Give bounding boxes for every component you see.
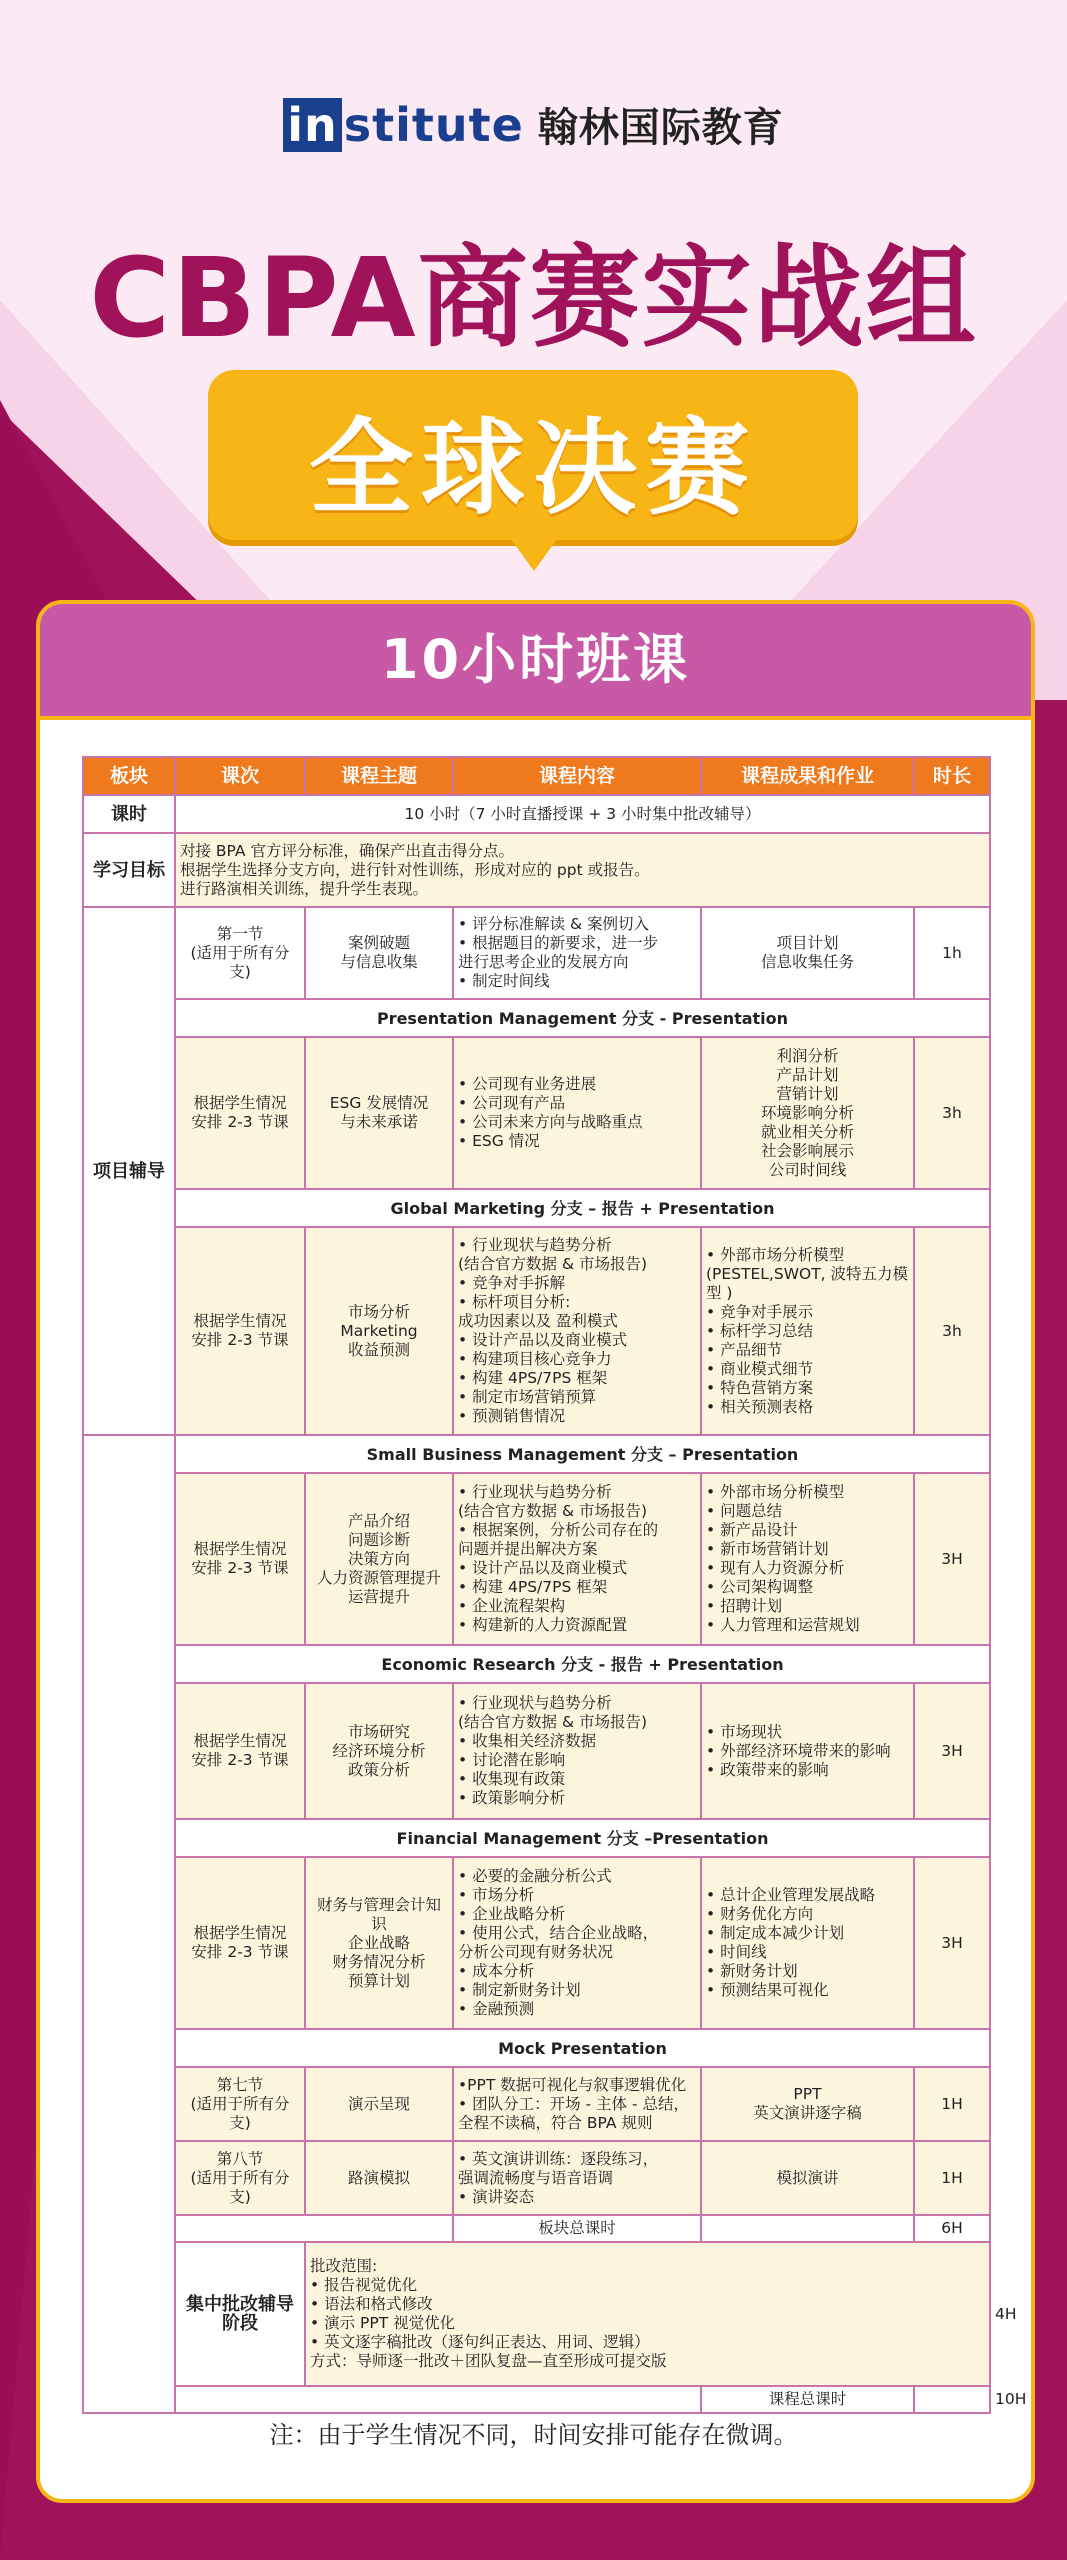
course-card xyxy=(36,600,1035,2503)
outcome-line: • 制定成本减少计划 xyxy=(706,1924,845,1942)
content-line: • 市场分析 xyxy=(458,1886,535,1904)
lesson-line: 根据学生情况 xyxy=(193,1094,287,1112)
outcome-line: • 市场现状 xyxy=(706,1722,783,1741)
card-title: 10小时班课 xyxy=(40,604,1031,720)
duration-cell: 1h xyxy=(914,907,990,999)
outcome-line: 社会影响展示 xyxy=(760,1141,854,1160)
outcome-line: • 新财务计划 xyxy=(706,1962,798,1980)
footnote: 注：由于学生情况不同，时间安排可能存在微调。 xyxy=(269,2421,798,2449)
lesson-line: 安排 2-3 节课 xyxy=(191,1331,289,1349)
lesson-line: 第七节 xyxy=(216,2075,264,2094)
header-cell: 课程主题 xyxy=(305,757,453,795)
block-label-empty xyxy=(83,1435,175,2413)
outcome-line: • 新产品设计 xyxy=(706,1521,798,1539)
topic-line: 人力资源管理提升 xyxy=(316,1568,441,1587)
table-row xyxy=(83,1473,990,1645)
blank-cell xyxy=(914,2386,990,2413)
review-content xyxy=(305,2242,990,2386)
outcome-line: 型 ) xyxy=(706,1283,733,1302)
lesson-line: 安排 2-3 节课 xyxy=(191,1751,289,1769)
content-line: • 行业现状与趋势分析 xyxy=(458,1236,612,1254)
outcome-line: • 问题总结 xyxy=(706,1502,783,1520)
outcome-cell xyxy=(701,1473,914,1645)
outcome-line: 项目计划 xyxy=(776,934,839,952)
table-row xyxy=(83,1037,990,1189)
topic-line: 市场研究 xyxy=(347,1722,410,1741)
outcome-line: • 外部市场分析模型 xyxy=(706,1245,845,1264)
outcome-cell xyxy=(701,907,914,999)
outcome-line: • 相关预测表格 xyxy=(706,1397,814,1416)
outcome-line: • 招聘计划 xyxy=(706,1597,783,1615)
topic-line: 经济环境分析 xyxy=(332,1741,426,1760)
outcome-line: • 人力管理和运营规划 xyxy=(706,1616,860,1634)
topic-line: 财务与管理会计知识 xyxy=(316,1895,441,1933)
lesson-line: (适用于所有分支) xyxy=(190,2094,290,2132)
content-line: • 收集现有政策 xyxy=(458,1770,566,1788)
course-total-row: 课程总课时 10H xyxy=(83,2386,990,2413)
outcome-cell xyxy=(701,1683,914,1819)
outcome-line: • 时间线 xyxy=(706,1943,767,1961)
logo-latin: stitute xyxy=(343,98,524,152)
section-row xyxy=(83,1189,990,1227)
table-row xyxy=(83,2067,990,2141)
content-cell xyxy=(453,1683,701,1819)
content-line: • 设计产品以及商业模式 xyxy=(458,1559,628,1577)
content-line: • 政策影响分析 xyxy=(458,1789,566,1807)
header-cell: 课程成果和作业 xyxy=(701,757,914,795)
outcome-line: • 标杆学习总结 xyxy=(706,1321,814,1340)
lesson-line: 安排 2-3 节课 xyxy=(191,1559,289,1577)
content-line: (结合官方数据 & 市场报告) xyxy=(458,1502,648,1520)
outcome-line: 环境影响分析 xyxy=(760,1103,854,1122)
lesson-line: 第一节 xyxy=(216,924,264,943)
header-cell: 时长 xyxy=(914,757,990,795)
outcome-line: • 商业模式细节 xyxy=(706,1359,814,1378)
topic-line: 产品介绍 xyxy=(347,1511,410,1530)
topic-line: 政策分析 xyxy=(347,1760,410,1779)
goal-line: 对接 BPA 官方评分标准，确保产出直击得分点。 xyxy=(180,841,514,860)
topic-cell xyxy=(305,1683,453,1819)
content-line: • 必要的金融分析公式 xyxy=(458,1867,612,1885)
outcome-line: 信息收集任务 xyxy=(760,953,854,971)
goal-line: 根据学生选择分支方向，进行针对性训练，形成对应的 ppt 或报告。 xyxy=(180,860,650,879)
content-line: (结合官方数据 & 市场报告) xyxy=(458,1713,648,1731)
topic-cell xyxy=(305,1227,453,1435)
lesson-line: (适用于所有分支) xyxy=(190,943,290,981)
lesson-cell xyxy=(175,1683,305,1819)
lesson-cell xyxy=(175,1037,305,1189)
topic-line: 收益预测 xyxy=(347,1340,410,1359)
outcome-cell xyxy=(701,1037,914,1189)
goal-row xyxy=(83,833,990,907)
content-cell xyxy=(453,2067,701,2141)
outcome-line: • 预测结果可视化 xyxy=(706,1981,829,1999)
lesson-cell xyxy=(175,1227,305,1435)
lesson-line: 第八节 xyxy=(216,2149,264,2168)
content-line: • 行业现状与趋势分析 xyxy=(458,1694,612,1712)
topic-line: 市场分析 xyxy=(347,1302,410,1321)
outcome-cell: 模拟演讲 xyxy=(701,2141,914,2215)
review-line: • 报告视觉优化 xyxy=(310,2276,418,2294)
content-line: • 金融预测 xyxy=(458,2000,535,2018)
logo-chinese: 翰林国际教育 xyxy=(537,104,784,151)
content-cell xyxy=(453,1037,701,1189)
header-cell: 板块 xyxy=(83,757,175,795)
outcome-line: 营销计划 xyxy=(776,1084,839,1103)
section-row xyxy=(83,1645,990,1683)
content-cell xyxy=(453,2141,701,2215)
topic-cell xyxy=(305,1857,453,2029)
banner-tail xyxy=(508,535,560,571)
section-title: Presentation Management 分支 - Presentation xyxy=(175,999,990,1037)
outcome-line: • 外部市场分析模型 xyxy=(706,1483,845,1501)
outcome-line: 产品计划 xyxy=(776,1065,839,1084)
content-line: (结合官方数据 & 市场报告) xyxy=(458,1255,648,1273)
table-row xyxy=(83,1227,990,1435)
lesson-line: 安排 2-3 节课 xyxy=(191,1943,289,1961)
topic-cell: 演示呈现 xyxy=(305,2067,453,2141)
topic-cell: 路演模拟 xyxy=(305,2141,453,2215)
content-line: • 制定时间线 xyxy=(458,972,550,990)
goal-label: 学习目标 xyxy=(83,833,175,907)
lesson-cell xyxy=(175,907,305,999)
section-title: Mock Presentation xyxy=(175,2029,990,2067)
content-line: • 公司现有业务进展 xyxy=(458,1075,597,1093)
goal-line: 进行路演相关训练，提升学生表现。 xyxy=(180,879,429,898)
topic-line: 案例破题 xyxy=(347,934,410,952)
content-line: • 团队分工：开场 - 主体 - 总结， xyxy=(458,2094,689,2113)
section-title: Financial Management 分支 –Presentation xyxy=(175,1819,990,1857)
content-line: • 评分标准解读 & 案例切入 xyxy=(458,915,650,933)
outcome-cell xyxy=(701,1857,914,2029)
content-line: 强调流畅度与语音语调 xyxy=(458,2168,614,2187)
review-line: 批改范围: xyxy=(310,2257,378,2275)
lesson-cell xyxy=(175,1473,305,1645)
content-line: • 构建新的人力资源配置 xyxy=(458,1616,628,1634)
lesson-line: 根据学生情况 xyxy=(193,1924,287,1942)
section-title: Global Marketing 分支 – 报告 + Presentation xyxy=(175,1189,990,1227)
content-line: • 构建 4PS/7PS 框架 xyxy=(458,1369,608,1387)
content-line: • 根据题目的新要求，进一步 xyxy=(458,934,659,952)
content-line: • 设计产品以及商业模式 xyxy=(458,1331,628,1349)
topic-line: 财务情况分析 xyxy=(332,1952,426,1971)
review-line: • 语法和格式修改 xyxy=(310,2295,433,2313)
outcome-cell xyxy=(701,1227,914,1435)
table-row xyxy=(83,1683,990,1819)
content-line: • 公司未来方向与战略重点 xyxy=(458,1113,643,1131)
outcome-line: • 现有人力资源分析 xyxy=(706,1559,845,1577)
lesson-cell xyxy=(175,1857,305,2029)
course-table xyxy=(82,756,1027,2414)
content-line: • 演讲姿态 xyxy=(458,2187,535,2206)
outcome-line: 英文演讲逐字稿 xyxy=(753,2104,862,2122)
content-line: • 讨论潜在影响 xyxy=(458,1751,566,1769)
outcome-line: • 竞争对手展示 xyxy=(706,1302,814,1321)
duration-cell: 3H xyxy=(914,1857,990,2029)
topic-line: 预算计划 xyxy=(347,1971,410,1990)
section-title: Economic Research 分支 - 报告 + Presentation xyxy=(175,1645,990,1683)
lesson-line: 安排 2-3 节课 xyxy=(191,1113,289,1131)
outcome-line: • 政策带来的影响 xyxy=(706,1760,829,1779)
topic-line: 决策方向 xyxy=(347,1549,410,1568)
table-row xyxy=(83,2141,990,2215)
content-line: • 英文演讲训练：逐段练习， xyxy=(458,2149,659,2168)
content-line: • 竞争对手拆解 xyxy=(458,1274,566,1292)
hours-label: 课时 xyxy=(83,795,175,833)
brand-logo xyxy=(0,96,1067,153)
content-line: 成功因素以及 盈利模式 xyxy=(458,1312,618,1330)
content-line: • 制定新财务计划 xyxy=(458,1981,581,1999)
lesson-line: 根据学生情况 xyxy=(193,1540,287,1558)
content-line: 全程不读稿，符合 BPA 规则 xyxy=(458,2113,653,2132)
table-row xyxy=(83,907,990,999)
content-line: 问题并提出解决方案 xyxy=(458,1540,598,1558)
review-line: • 演示 PPT 视觉优化 xyxy=(310,2314,456,2332)
block-label: 集中批改辅导阶段 xyxy=(175,2242,305,2386)
block-label: 项目辅导 xyxy=(83,907,175,1435)
outcome-line: • 总计企业管理发展战略 xyxy=(706,1886,876,1904)
goal-content xyxy=(175,833,990,907)
duration-cell: 3H xyxy=(914,1473,990,1645)
block-total-row xyxy=(83,2215,990,2242)
outcome-line: 就业相关分析 xyxy=(760,1122,854,1141)
duration-cell: 3H xyxy=(914,1683,990,1819)
content-line: • 使用公式，结合企业战略， xyxy=(458,1924,659,1942)
content-line: • 收集相关经济数据 xyxy=(458,1732,597,1750)
section-row xyxy=(83,1819,990,1857)
review-row: 集中批改辅导阶段 批改范围: • 报告视觉优化 • 语法和格式修改 • 演示 PPT 视觉优化 • 英文逐字稿批改（逐句纠正表达、用词、逻辑） 方式：导师逐一批改＋团队复盘—直至形成可提交版 4H xyxy=(83,2242,990,2386)
topic-line: 与未来承诺 xyxy=(340,1113,418,1131)
content-cell xyxy=(453,1227,701,1435)
topic-line: Marketing xyxy=(340,1321,418,1340)
content-line: • 预测销售情况 xyxy=(458,1407,566,1425)
header-cell: 课程内容 xyxy=(453,757,701,795)
outcome-line: • 特色营销方案 xyxy=(706,1378,814,1397)
logo-mark: in xyxy=(283,98,342,152)
outcome-cell xyxy=(701,2067,914,2141)
outcome-line: 公司时间线 xyxy=(768,1160,847,1179)
duration-cell: 3h xyxy=(914,1037,990,1189)
section-title: Small Business Management 分支 – Presentation xyxy=(175,1435,990,1473)
topic-line: ESG 发展情况 xyxy=(329,1094,429,1112)
duration-cell: 3h xyxy=(914,1227,990,1435)
duration-cell: 1H xyxy=(914,2067,990,2141)
topic-line: 与信息收集 xyxy=(340,953,418,971)
review-line: 方式：导师逐一批改＋团队复盘—直至形成可提交版 xyxy=(310,2352,667,2370)
content-line: • 构建项目核心竞争力 xyxy=(458,1350,612,1368)
section-row xyxy=(83,999,990,1037)
topic-line: 问题诊断 xyxy=(347,1530,410,1549)
header-cell: 课次 xyxy=(175,757,305,795)
topic-cell xyxy=(305,1473,453,1645)
outcome-line: • 产品细节 xyxy=(706,1340,783,1359)
duration-cell: 1H xyxy=(914,2141,990,2215)
review-line: • 英文逐字稿批改（逐句纠正表达、用词、逻辑） xyxy=(310,2333,650,2351)
blank-cell xyxy=(175,2386,701,2413)
content-line: 分析公司现有财务状况 xyxy=(458,1943,614,1961)
topic-cell xyxy=(305,907,453,999)
outcome-line: PPT xyxy=(793,2085,822,2103)
outcome-line: • 公司架构调整 xyxy=(706,1578,814,1596)
content-line: • 企业战略分析 xyxy=(458,1905,566,1923)
hours-row xyxy=(83,795,990,833)
blank-cell xyxy=(175,2215,453,2242)
content-line: • 行业现状与趋势分析 xyxy=(458,1483,612,1501)
outcome-line: • 外部经济环境带来的影响 xyxy=(706,1741,891,1760)
lesson-line: 根据学生情况 xyxy=(193,1732,287,1750)
page-title: CBPA商赛实战组 xyxy=(89,234,978,362)
table-row xyxy=(83,1857,990,2029)
topic-cell xyxy=(305,1037,453,1189)
outcome-line: (PESTEL,SWOT, 波特五力模 xyxy=(706,1264,909,1283)
outcome-line: 利润分析 xyxy=(776,1046,839,1065)
outcome-line: • 财务优化方向 xyxy=(706,1905,814,1923)
lesson-cell xyxy=(175,2067,305,2141)
content-line: • ESG 情况 xyxy=(458,1132,540,1150)
content-line: • 构建 4PS/7PS 框架 xyxy=(458,1578,608,1596)
lesson-line: 根据学生情况 xyxy=(193,1312,287,1330)
topic-line: 运营提升 xyxy=(347,1587,410,1606)
content-cell xyxy=(453,1473,701,1645)
block-total-label: 板块总课时 xyxy=(453,2215,701,2242)
outcome-line: • 新市场营销计划 xyxy=(706,1540,829,1558)
content-line: • 根据案例，分析公司存在的 xyxy=(458,1521,659,1539)
content-cell xyxy=(453,907,701,999)
banner-title: 全球决赛 xyxy=(308,407,757,529)
content-line: • 企业流程架构 xyxy=(458,1597,566,1615)
block-total-value: 6H xyxy=(914,2215,990,2242)
content-cell xyxy=(453,1857,701,2029)
content-line: 进行思考企业的发展方向 xyxy=(458,953,629,971)
topic-line: 企业战略 xyxy=(347,1933,410,1952)
content-line: • 公司现有产品 xyxy=(458,1094,566,1112)
blank-cell xyxy=(701,2215,914,2242)
header-row xyxy=(83,757,990,795)
hours-value: 10 小时（7 小时直播授课 + 3 小时集中批改辅导） xyxy=(175,795,990,833)
content-line: •PPT 数据可视化与叙事逻辑优化 xyxy=(458,2075,687,2094)
lesson-line: (适用于所有分支) xyxy=(190,2168,290,2206)
content-line: • 成本分析 xyxy=(458,1962,535,1980)
section-row xyxy=(83,1435,990,1473)
course-total-label: 课程总课时 xyxy=(701,2386,914,2413)
lesson-cell xyxy=(175,2141,305,2215)
content-line: • 制定市场营销预算 xyxy=(458,1388,597,1406)
section-row xyxy=(83,2029,990,2067)
content-line: • 标杆项目分析: xyxy=(458,1293,571,1311)
